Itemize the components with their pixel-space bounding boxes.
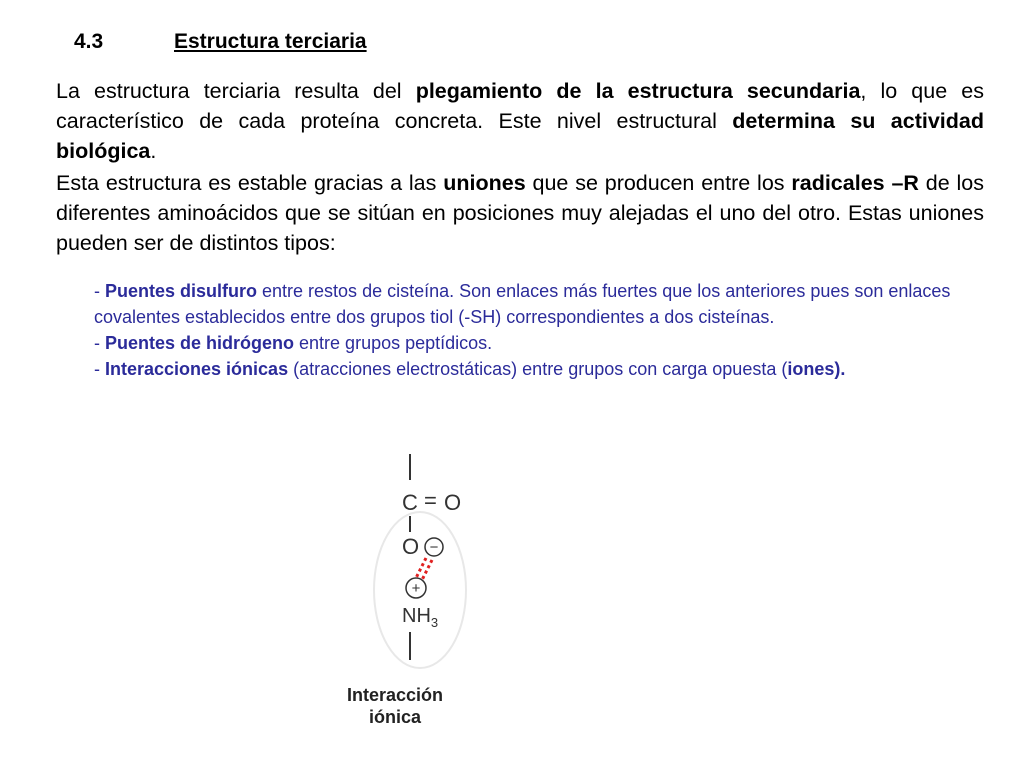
caption-line-2: iónica xyxy=(368,707,421,727)
carbonyl-oxygen-label: O xyxy=(444,490,462,515)
list-item-text: entre grupos peptídicos. xyxy=(294,333,493,353)
list-dash: - xyxy=(94,359,105,379)
list-item-term: iones). xyxy=(787,359,846,379)
text-run: Esta estructura es estable gracias a las xyxy=(56,171,444,195)
list-item-text: entre restos de cisteína. Son enlaces más fuertes que los anteriores pues son enlaces covalentes establecidos entre dos grupos tiol (-SH) correspondientes a dos cisteínas. xyxy=(94,281,951,327)
oxygen-label: O xyxy=(402,534,420,559)
bold-run: plegamiento de la estructura secundaria xyxy=(415,79,861,103)
list-item-term: Puentes de hidrógeno xyxy=(105,333,295,353)
section-heading xyxy=(74,30,367,54)
ionic-bond-dots xyxy=(422,560,432,580)
double-bond-label: = xyxy=(424,488,437,513)
list-item-term: Interacciones iónicas xyxy=(105,359,289,379)
bond-types-list xyxy=(94,278,954,382)
figure-caption xyxy=(340,684,450,728)
list-item-hydrogen xyxy=(94,330,954,356)
list-item-term: Puentes disulfuro xyxy=(105,281,258,301)
positive-charge-sign: + xyxy=(411,580,421,597)
section-title: Estructura terciaria xyxy=(174,30,367,53)
text-run: , lo que es característico de cada proteína concreta. Este nivel estructural xyxy=(56,79,984,133)
negative-charge-sign: − xyxy=(429,539,439,556)
ionic-bond-dots xyxy=(416,558,426,578)
list-dash: - xyxy=(94,281,105,301)
carbonyl-carbon-label: C xyxy=(402,490,418,515)
paragraph-intro xyxy=(56,76,984,166)
paragraph-stability xyxy=(56,168,984,258)
list-item-text: (atracciones electrostáticas) entre grupos con carga opuesta ( xyxy=(288,359,788,379)
text-run: de los diferentes aminoácidos que se sitúan en posiciones muy alejadas el uno del otro. Estas uniones pueden ser de distintos tipos: xyxy=(56,171,984,255)
section-number: 4.3 xyxy=(74,30,104,53)
bold-run: radicales –R xyxy=(791,171,919,195)
caption-line-1: Interacción xyxy=(346,685,444,705)
bold-run: uniones xyxy=(443,171,526,195)
list-item-disulfide xyxy=(94,278,954,330)
text-run: . xyxy=(150,139,157,163)
amine-label xyxy=(402,605,438,630)
text-run: que se producen entre los xyxy=(525,171,792,195)
amine-text: NH xyxy=(402,605,431,627)
text-run: La estructura terciaria resulta del xyxy=(56,79,416,103)
list-item-ionic xyxy=(94,356,954,382)
amine-subscript: 3 xyxy=(430,615,439,630)
bold-run: determina su actividad biológica xyxy=(56,109,985,163)
list-dash: - xyxy=(94,333,105,353)
